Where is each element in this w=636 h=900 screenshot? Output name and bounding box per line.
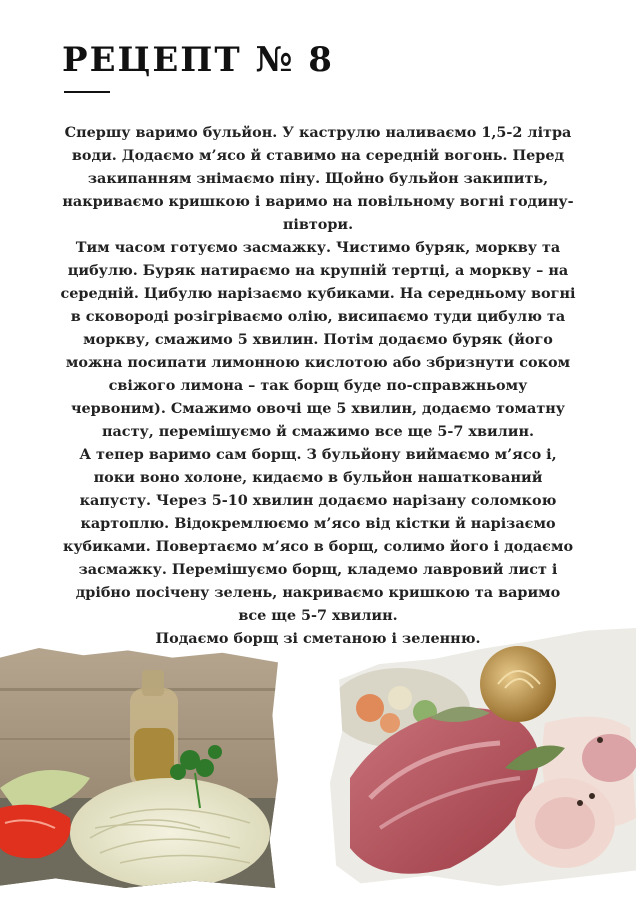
- meat-photo: [330, 628, 636, 886]
- recipe-title: РЕЦЕПТ № 8: [62, 40, 334, 80]
- title-underline: [64, 91, 110, 93]
- paragraph-borscht: А тепер варимо сам борщ. З бульйону виймаємо м’ясо і, поки воно холоне, кидаємо в бульйон нашаткований капусту. Через 5-10 хвилин додаємо нарізану соломкою картоплю. Відокремлюємо м’ясо від кістки й нарізаємо кубиками. Повертаємо м’ясо в борщ, солимо його і додаємо засмажку. Перемішуємо борщ, кладемо лавровий лист і дрібно посічену зелень, накриваємо кришкою та варимо все ще 5-7 хвилин.: [62, 446, 574, 624]
- cabbage-photo: [0, 648, 278, 888]
- paragraph-broth: Спершу варимо бульйон. У каструлю наливаємо 1,5-2 літра води. Додаємо м’ясо й ставимо на середній вогонь. Перед закипанням знімаємо піну. Щойно бульйон закипить, накриваємо кришкою і варимо на повільному вогні годину-півтори.: [62, 124, 574, 233]
- recipe-body: [60, 121, 576, 650]
- paragraph-serving: Подаємо борщ зі сметаною і зеленню.: [155, 630, 481, 647]
- paragraph-zasmazhka: Тим часом готуємо засмажку. Чистимо буряк, моркву та цибулю. Буряк натираємо на крупній тертці, а моркву – на середній. Цибулю нарізаємо кубиками. На середньому вогні в сковороді розігріваємо олію, висипаємо туди цибулю та моркву, смажимо 5 хвилин. Потім додаємо буряк (його можна посипати лимонною кислотою або збризнути соком свіжого лимона – так борщ буде по-справжньому червоним). Смажимо овочі ще 5 хвилин, додаємо томатну пасту, перемішуємо й смажимо все ще 5-7 хвилин.: [60, 239, 576, 440]
